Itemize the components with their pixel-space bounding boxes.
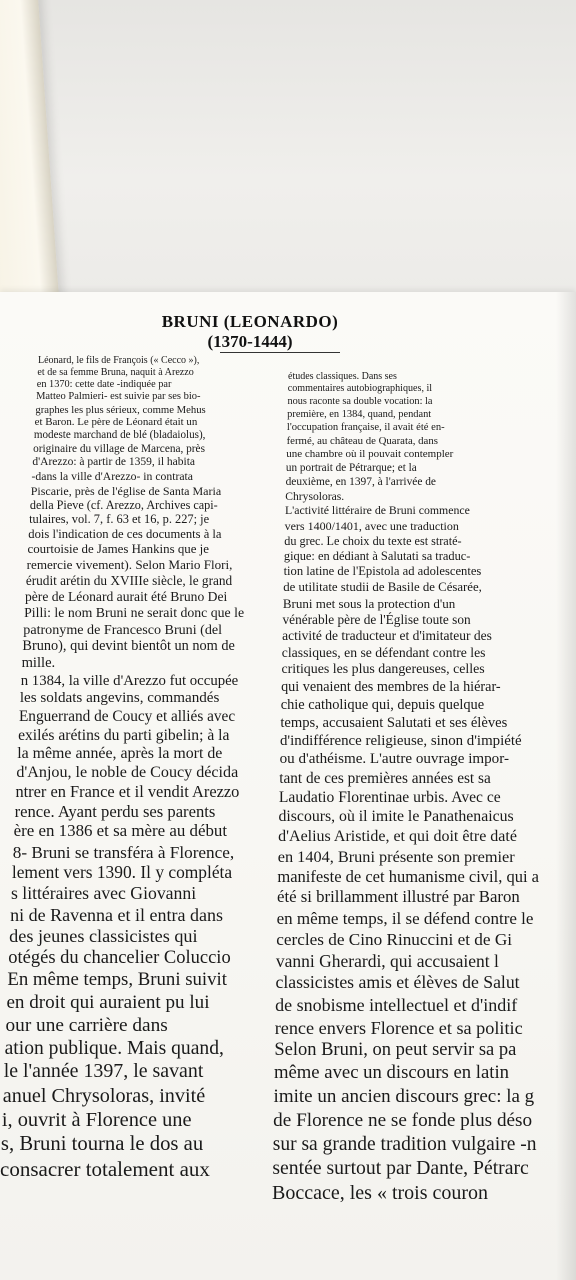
right-column-line: deuxième, en 1397, à l'arrivée de (285, 475, 436, 488)
right-column-line: chie catholique qui, depuis quelque (280, 696, 485, 713)
left-column-line: dois l'indication de ces documents à la (28, 527, 222, 542)
left-column-line: courtoisie de James Hankins que je (27, 542, 209, 557)
right-column-line: sentée surtout par Dante, Pétrarc (272, 1156, 529, 1179)
right-column-line: Selon Bruni, on peut servir sa pa (274, 1040, 517, 1061)
right-column-line: un portrait de Pétrarque; et la (285, 461, 417, 474)
left-column-line: Piscarie, près de l'église de Santa Maria (30, 483, 222, 498)
left-column-line: ntrer en France et il vendit Arezzo (15, 782, 240, 802)
left-column-line: graphes les plus sérieux, comme Mehus (35, 403, 206, 416)
right-column-line: commentaires autobiographiques, il (287, 383, 433, 395)
left-column-line: modeste marchand de blé (bladaiolus), (33, 429, 206, 442)
right-column-line: d'indifférence religieuse, sinon d'impiété (279, 732, 522, 749)
right-column-line: imite un ancien discours grec: la g (273, 1086, 535, 1108)
left-column-line: rence. Ayant perdu ses parents (14, 801, 216, 821)
left-column-line: En même temps, Bruni suivit (7, 968, 227, 990)
right-column-line: en même temps, il se défend contre le (276, 909, 534, 929)
left-column-line: tulaires, vol. 7, f. 63 et 16, p. 227; je (29, 512, 210, 527)
left-column-line: n 1384, la ville d'Arezzo fut occupée (20, 672, 239, 689)
right-column-line: du grec. Le choix du texte est straté- (284, 533, 462, 548)
left-column-line: d'Anjou, le noble de Coucy décida (16, 764, 239, 782)
right-column-line: gique: en dédiant à Salutati sa traduc- (283, 548, 471, 563)
background-surface (0, 0, 576, 300)
left-column-line: i, ouvrit à Florence une (1, 1108, 192, 1131)
left-column-line: ni de Ravenna et il entra dans (10, 904, 224, 925)
right-column-line: L'activité littéraire de Bruni commence (284, 503, 470, 518)
right-column-line: vers 1400/1401, avec une traduction (284, 518, 459, 533)
title-underline (220, 352, 340, 353)
right-column-line: d'Aelius Aristide, et qui doit être daté (278, 827, 517, 845)
right-column-line: de Florence ne se fonde plus déso (273, 1109, 533, 1131)
left-column-line: our une carrière dans (5, 1014, 168, 1036)
right-column-line: discours, où il imite le Panathenaicus (278, 808, 514, 826)
left-column-line: et de sa femme Bruna, naquit à Arezzo (37, 366, 194, 378)
right-column-line: classiques, en se défendant contre les (281, 644, 486, 660)
right-column-line: fermé, au château de Quarata, dans (286, 434, 438, 447)
right-column-line: l'occupation française, il avait été en- (286, 421, 445, 433)
left-column-line: Bruno), qui devint bientôt un nom de (22, 638, 235, 655)
left-column-line: père de Léonard aurait été Bruno Dei (24, 588, 228, 604)
book-page (0, 292, 576, 1280)
left-column-line: Pilli: le nom Bruni ne serait donc que le (24, 605, 245, 621)
page-shadow (556, 292, 576, 1280)
left-column-line: ation publique. Mais quand, (4, 1037, 224, 1059)
entry-dates: (1370-1444) (207, 332, 293, 351)
left-column-line: della Pieve (cf. Arezzo, Archives capi- (29, 497, 218, 512)
left-column-line: remercie vivement). Selon Mario Flori, (26, 557, 233, 573)
left-column-line: originaire du village de Marcena, près (33, 442, 205, 455)
right-column-line: activité de traducteur et d'imitateur des (282, 628, 492, 644)
left-column-line: en 1370: cette date -indiquée par (36, 378, 172, 390)
right-column-line: rence envers Florence et sa politic (274, 1017, 523, 1038)
left-column-line: exilés arétins du parti gibelin; à la (18, 726, 230, 744)
right-column-line: ou d'athéisme. L'autre ouvrage impor- (279, 751, 509, 768)
right-column-line: même avec un discours en latin (273, 1062, 510, 1084)
left-column-line: consacrer totalement aux (0, 1156, 210, 1181)
right-column-line: Bruni met sous la protection d'un (282, 595, 456, 611)
right-column-line: temps, accusaient Salutati et ses élèves (280, 714, 508, 731)
right-column-line: Chrysoloras. (285, 489, 345, 503)
right-column-line: Boccace, les « trois couron (272, 1182, 489, 1205)
right-column-line: nous raconte sa double vocation: la (287, 395, 433, 407)
right-column-line: été si brillamment illustré par Baron (277, 887, 520, 907)
left-column-line: 8- Bruni se transféra à Florence, (12, 842, 235, 862)
left-column-line: s, Bruni tourna le dos au (0, 1133, 204, 1156)
right-column-line: une chambre où il pouvait contempler (286, 448, 454, 461)
right-column-line: manifeste de cet humanisme civil, qui a (277, 866, 539, 886)
right-column-line: tant de ces premières années est sa (279, 769, 491, 787)
left-column-line: s littéraires avec Giovanni (10, 882, 197, 903)
right-column-line: Laudatio Florentinae urbis. Avec ce (278, 788, 501, 806)
left-column-line: ère en 1386 et sa mère au début (13, 821, 228, 841)
right-column-line: en 1404, Bruni présente son premier (277, 846, 515, 866)
left-column-line: et Baron. Le père de Léonard était un (34, 416, 198, 429)
left-column-line: la même année, après la mort de (17, 745, 223, 763)
left-column-line: patronyme de Francesco Bruni (del (23, 621, 223, 638)
left-column-line: Matteo Palmieri- est suivie par ses bio- (36, 391, 201, 403)
right-column-line: qui venaient des membres de la hiérar- (281, 679, 501, 696)
right-column-line: tion latine de l'Epistola ad adolescentes (283, 564, 482, 579)
left-column-line: mille. (21, 655, 56, 672)
right-column-line: première, en 1384, quand, pendant (287, 408, 432, 420)
left-column-line: en droit qui auraient pu lui (6, 992, 210, 1014)
entry-title: BRUNI (LEONARDO) (161, 312, 339, 331)
left-column-line: les soldats angevins, commandés (19, 690, 220, 707)
right-column-line: sur sa grande tradition vulgaire -n (272, 1133, 537, 1155)
left-column-line: Léonard, le fils de François (« Cecco »), (38, 355, 200, 366)
left-column-line: le l'année 1397, le savant (3, 1060, 204, 1083)
left-column-line: otégés du chancelier Coluccio (8, 947, 231, 968)
left-column-line: anuel Chrysoloras, invité (2, 1084, 206, 1107)
left-column-line: lement vers 1390. Il y compléta (11, 862, 233, 883)
left-column-line: d'Arezzo: à partir de 1359, il habita (32, 455, 196, 468)
right-column-line: de utilitate studii de Basile de Césarée, (283, 579, 482, 594)
right-column-line: vanni Gherardi, qui accusaient l (275, 950, 499, 971)
left-column-line: érudit arétin du XVIIIe siècle, le grand (25, 573, 233, 589)
left-column-line: -dans la ville d'Arezzo- in contrata (31, 469, 193, 483)
right-column-line: études classiques. Dans ses (288, 371, 397, 382)
right-column-line: vénérable père de l'Église toute son (282, 611, 471, 627)
right-column-line: cercles de Cino Rinuccini et de Gi (276, 930, 513, 950)
right-column-line: de snobisme intellectuel et d'indif (275, 995, 518, 1016)
right-column-line: critiques les plus dangereuses, celles (281, 661, 485, 677)
left-column-line: Enguerrand de Coucy et alliés avec (18, 708, 236, 726)
left-column-line: des jeunes classicistes qui (9, 926, 198, 947)
right-column-line: classicistes amis et élèves de Salut (275, 972, 520, 993)
